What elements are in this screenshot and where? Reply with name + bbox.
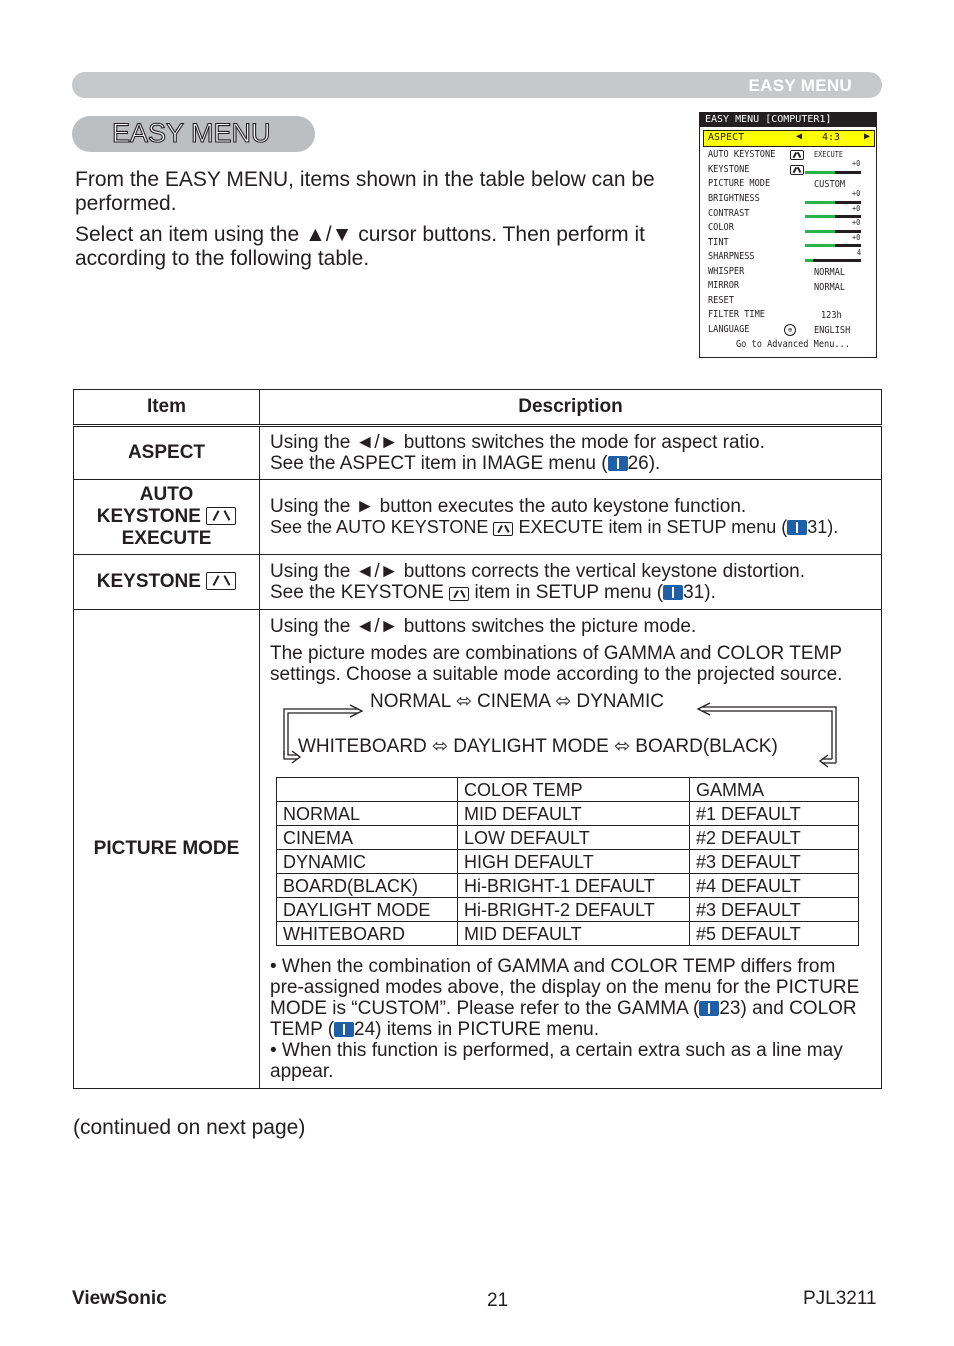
- osd-row-label: LANGUAGE: [708, 324, 750, 335]
- book-icon: [663, 585, 683, 600]
- osd-row-value: +0: [852, 189, 861, 198]
- desc-text: See the KEYSTONE: [270, 582, 444, 603]
- note-paragraph-1: [270, 956, 871, 1040]
- osd-slider-bar: [805, 244, 861, 247]
- osd-aspect-value: 4:3: [822, 132, 841, 143]
- table-cell: WHITEBOARD: [277, 922, 458, 946]
- osd-slider-bar: [805, 259, 861, 262]
- osd-row-value: NORMAL: [814, 267, 846, 278]
- osd-row-value: +0: [852, 159, 861, 168]
- desc-text: item in SETUP menu (: [474, 582, 664, 603]
- osd-row-value: 4: [857, 248, 862, 257]
- book-icon: [699, 1001, 719, 1016]
- desc-line: [270, 453, 871, 474]
- osd-row-label: FILTER TIME: [708, 309, 765, 320]
- osd-row-label: RESET: [708, 295, 734, 306]
- item-text: KEYSTONE: [96, 506, 201, 527]
- osd-slider-bar: [805, 171, 861, 174]
- osd-row-label: CONTRAST: [708, 208, 750, 219]
- table-cell: MID DEFAULT: [458, 802, 690, 826]
- note-paragraph-2: • When this function is performed, a certain extra such as a line may appear.: [270, 1040, 843, 1082]
- picture-mode-cycle-diagram: [270, 689, 871, 769]
- page-title: EASY MENU: [112, 118, 271, 148]
- table-row: [277, 922, 859, 946]
- osd-row-label: SHARPNESS: [708, 251, 755, 262]
- picture-mode-subtable: [276, 777, 859, 946]
- desc-line: [270, 517, 871, 538]
- keystone-icon: [206, 507, 236, 525]
- column-header-item: Item: [74, 390, 260, 426]
- footer-brand: ViewSonic: [72, 1288, 167, 1309]
- keystone-icon: [449, 587, 469, 601]
- osd-highlight-row: [703, 130, 875, 147]
- footer-page-number: 21: [487, 1290, 509, 1311]
- osd-row-label: TINT: [708, 237, 729, 248]
- table-row-aspect: [74, 426, 882, 480]
- table-cell: LOW DEFAULT: [458, 826, 690, 850]
- desc-auto-keystone: [260, 480, 882, 555]
- table-cell: GAMMA: [690, 778, 859, 802]
- osd-aspect-label: ASPECT: [708, 132, 745, 143]
- osd-row-label: PICTURE MODE: [708, 178, 771, 189]
- item-text: EXECUTE: [121, 528, 212, 549]
- desc-paragraph: The picture modes are combinations of GAMMA and COLOR TEMP settings. Choose a suitable mode according to the projected source.: [270, 643, 843, 685]
- desc-aspect: [260, 426, 882, 480]
- table-row: [277, 826, 859, 850]
- item-aspect: ASPECT: [74, 426, 260, 480]
- osd-row-label: COLOR: [708, 222, 734, 233]
- osd-row-value: EXECUTE: [814, 150, 843, 159]
- desc-line: [270, 582, 871, 603]
- easy-menu-table: [73, 389, 882, 1089]
- keystone-icon: [790, 150, 804, 160]
- left-arrow-icon: ◀: [796, 131, 803, 142]
- book-icon: [334, 1022, 354, 1037]
- table-cell: HIGH DEFAULT: [458, 850, 690, 874]
- osd-row-value: 123h: [821, 310, 842, 321]
- desc-keystone: [260, 555, 882, 610]
- table-cell: Hi-BRIGHT-2 DEFAULT: [458, 898, 690, 922]
- footer-model: PJL3211: [803, 1288, 877, 1309]
- desc-picture-mode: [260, 610, 882, 1089]
- item-text: KEYSTONE: [96, 571, 201, 592]
- globe-icon: ⊕: [784, 324, 796, 336]
- table-cell: DAYLIGHT MODE: [277, 898, 458, 922]
- osd-row-value: +0: [852, 218, 861, 227]
- table-cell: Hi-BRIGHT-1 DEFAULT: [458, 874, 690, 898]
- osd-row-value: +0: [852, 204, 861, 213]
- item-auto-keystone: [74, 480, 260, 555]
- osd-row-label: KEYSTONE: [708, 164, 750, 175]
- item-keystone: [74, 555, 260, 610]
- table-cell: BOARD(BLACK): [277, 874, 458, 898]
- table-cell: #4 DEFAULT: [690, 874, 859, 898]
- desc-text: See the ASPECT item in IMAGE menu (: [270, 453, 608, 474]
- table-cell: #2 DEFAULT: [690, 826, 859, 850]
- osd-row-label: WHISPER: [708, 266, 745, 277]
- cycle-arrowhead: [698, 703, 710, 715]
- keystone-icon: [790, 165, 804, 175]
- table-row: [277, 850, 859, 874]
- note-text: 24) items in PICTURE menu.: [354, 1019, 600, 1040]
- book-icon: [787, 520, 807, 535]
- table-cell: #3 DEFAULT: [690, 850, 859, 874]
- keystone-icon: [206, 572, 236, 590]
- column-header-description: Description: [260, 390, 882, 426]
- osd-footer: Go to Advanced Menu...: [736, 339, 850, 350]
- table-row-auto-keystone: [74, 480, 882, 555]
- page-title-pill: [72, 116, 315, 152]
- item-picture-mode: PICTURE MODE: [74, 610, 260, 1089]
- page-ref: 31).: [807, 517, 839, 537]
- section-header-label: EASY MENU: [748, 76, 852, 95]
- table-row-keystone: [74, 555, 882, 610]
- continued-note: (continued on next page): [73, 1116, 306, 1139]
- osd-row-value: +0: [852, 233, 861, 242]
- right-arrow-icon: ▶: [864, 131, 871, 142]
- book-icon: [608, 456, 628, 471]
- table-cell: DYNAMIC: [277, 850, 458, 874]
- table-cell: CINEMA: [277, 826, 458, 850]
- table-cell: #3 DEFAULT: [690, 898, 859, 922]
- table-cell: #5 DEFAULT: [690, 922, 859, 946]
- osd-header: EASY MENU [COMPUTER1]: [700, 113, 876, 127]
- item-text: [75, 506, 258, 528]
- cycle-line-2: WHITEBOARD ⬄ DAYLIGHT MODE ⬄ BOARD(BLACK): [298, 736, 778, 757]
- desc-text: See the AUTO KEYSTONE: [270, 517, 489, 537]
- table-row: [277, 898, 859, 922]
- osd-row-label: BRIGHTNESS: [708, 193, 760, 204]
- desc-line: Using the ◄/► buttons switches the picture mode.: [270, 616, 697, 637]
- table-cell: [277, 778, 458, 802]
- table-cell: #1 DEFAULT: [690, 802, 859, 826]
- desc-text: EXECUTE item in SETUP menu (: [518, 517, 788, 537]
- osd-row-value: ENGLISH: [814, 325, 851, 336]
- table-row: [277, 802, 859, 826]
- desc-line: Using the ► button executes the auto keystone function.: [270, 496, 747, 517]
- item-text: AUTO: [139, 484, 194, 505]
- cycle-arrowhead: [350, 705, 362, 717]
- table-row-picture-mode: [74, 610, 882, 1089]
- section-header-bar: [72, 72, 882, 98]
- easy-menu-osd: [699, 112, 877, 358]
- desc-line: Using the ◄/► buttons corrects the vertical keystone distortion.: [270, 561, 806, 582]
- table-row: [277, 778, 859, 802]
- osd-row-value: NORMAL: [814, 282, 846, 293]
- osd-row-label: AUTO KEYSTONE: [708, 149, 776, 160]
- page-ref: 31).: [683, 582, 716, 603]
- osd-row-label: MIRROR: [708, 280, 740, 291]
- note-text: 23) and COLOR TEMP (: [270, 998, 857, 1040]
- intro-paragraph-1: From the EASY MENU, items shown in the table below can be performed.: [75, 168, 655, 215]
- table-header-row: [74, 390, 882, 426]
- osd-row-value: CUSTOM: [814, 179, 846, 190]
- intro-paragraph-2: Select an item using the ▲/▼ cursor buttons. Then perform it according to the following table.: [75, 223, 645, 270]
- page-ref: 26).: [627, 453, 661, 474]
- note-text: • When the combination of GAMMA and COLOR TEMP differs from pre-assigned modes above, the display on the menu for the PICTURE MODE is “CUSTOM”. Please refer to the GAMMA (: [270, 956, 860, 1019]
- desc-line: Using the ◄/► buttons switches the mode for aspect ratio.: [270, 432, 765, 453]
- table-cell: COLOR TEMP: [458, 778, 690, 802]
- table-cell: NORMAL: [277, 802, 458, 826]
- keystone-icon: [493, 522, 513, 536]
- cycle-line-1: NORMAL ⬄ CINEMA ⬄ DYNAMIC: [370, 691, 664, 712]
- table-cell: MID DEFAULT: [458, 922, 690, 946]
- cycle-arrowhead: [820, 755, 828, 767]
- table-row: [277, 874, 859, 898]
